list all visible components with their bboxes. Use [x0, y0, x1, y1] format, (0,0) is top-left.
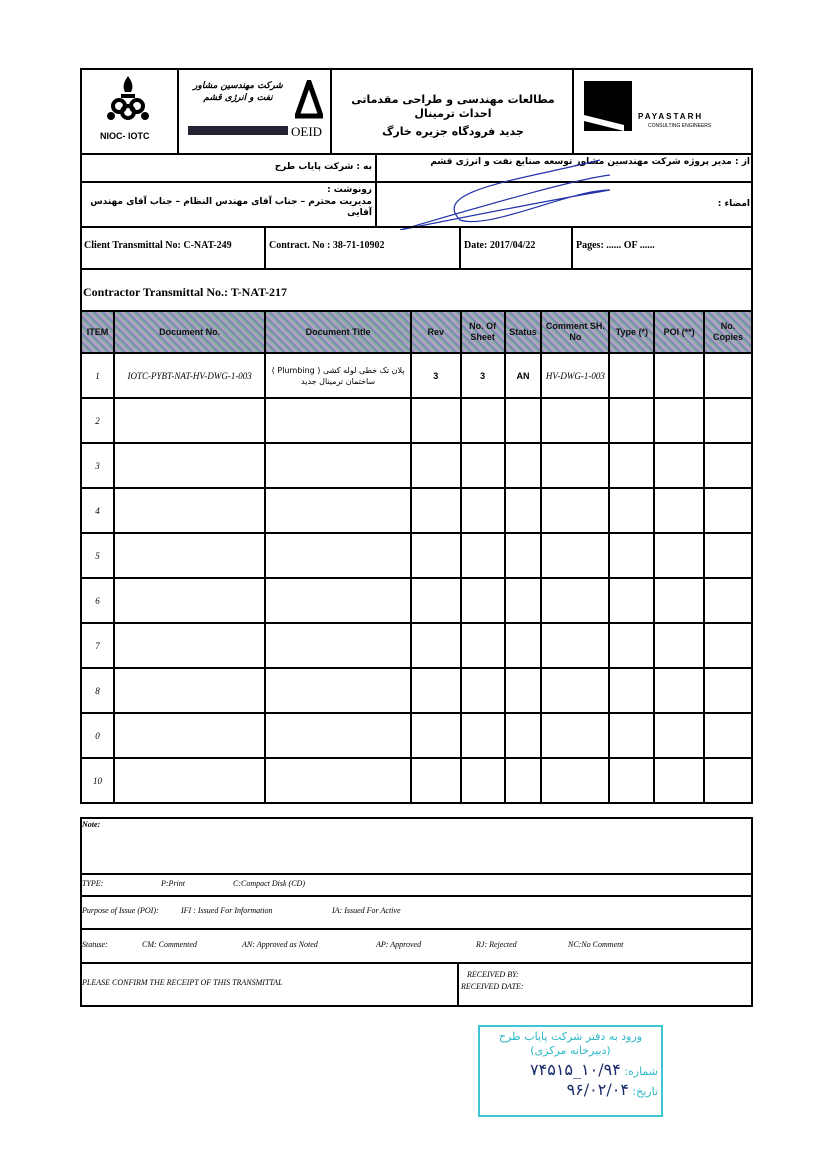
client-transmittal-no: Client Transmittal No: C-NAT-249: [84, 240, 232, 251]
note-box: [80, 817, 753, 875]
from-field: از : مدیر پروژه شرکت مهندسین مشاور توسعه صنایع نفت و انرژی قشم: [430, 157, 750, 167]
divider: [457, 962, 459, 1007]
cell-comment: [541, 623, 609, 668]
cell-comment: [541, 488, 609, 533]
cell-doc-no: [114, 533, 265, 578]
cell-item: 2: [81, 398, 114, 443]
cell-type: [609, 713, 654, 758]
table-row: [81, 713, 752, 758]
cell-title: [265, 758, 410, 803]
cell-sheets: [461, 713, 505, 758]
project-title-line2: جدید فرودگاه جزیره خارگ: [382, 125, 524, 138]
cell-copies: [704, 713, 752, 758]
cell-copies: [704, 488, 752, 533]
table-row: [81, 623, 752, 668]
col-rev: Rev: [411, 311, 461, 353]
table-row: [81, 668, 752, 713]
cell-title: [265, 668, 410, 713]
cell-comment: [541, 758, 609, 803]
cell-comment: [541, 713, 609, 758]
cell-poi: [654, 713, 704, 758]
stamp-number-label: شماره:: [624, 1065, 658, 1078]
col-type: Type (*): [609, 311, 654, 353]
cell-doc-no: [114, 713, 265, 758]
cell-copies: [704, 398, 752, 443]
cell-status: [505, 533, 542, 578]
cell-comment: HV-DWG-1-003: [541, 353, 609, 398]
oeid-label: OEID: [291, 124, 323, 139]
cell-type: [609, 488, 654, 533]
cell-status: [505, 398, 542, 443]
cell-copies: [704, 668, 752, 713]
cell-sheets: [461, 488, 505, 533]
signature: [370, 120, 750, 230]
col-item: ITEM: [81, 311, 114, 353]
cell-poi: [654, 623, 704, 668]
table-row: [81, 578, 752, 623]
divider: [177, 68, 179, 155]
cell-poi: [654, 398, 704, 443]
cell-poi: [654, 668, 704, 713]
cell-doc-no: [114, 668, 265, 713]
cell-type: [609, 443, 654, 488]
col-document-title: Document Title: [265, 311, 410, 353]
poi-ia: IA: Issued For Active: [332, 906, 401, 915]
cell-sheets: [461, 533, 505, 578]
confirm-text: PLEASE CONFIRM THE RECEIPT OF THIS TRANSMITTAL: [82, 978, 283, 987]
cell-doc-no: [114, 578, 265, 623]
documents-table: [80, 310, 753, 804]
cell-item: 5: [81, 533, 114, 578]
cell-doc-no: IOTC-PYBT-NAT-HV-DWG-1-003: [114, 353, 265, 398]
cell-rev: [411, 533, 461, 578]
cell-status: [505, 758, 542, 803]
cell-status: [505, 578, 542, 623]
cell-doc-no: [114, 398, 265, 443]
cell-poi: [654, 533, 704, 578]
cell-doc-no: [114, 443, 265, 488]
table-row: [81, 533, 752, 578]
stamp-line1: ورود به دفتر شرکت پایاب طرح: [498, 1030, 643, 1043]
cell-item: 7: [81, 623, 114, 668]
table-header-row: [81, 311, 752, 353]
cell-rev: [411, 578, 461, 623]
col-poi: POI (**): [654, 311, 704, 353]
divider: [571, 226, 573, 270]
cell-item: 8: [81, 668, 114, 713]
payastarh-name: PAYASTARH: [638, 112, 704, 121]
pages: Pages: ...... OF ......: [576, 240, 655, 251]
table-row: [81, 398, 752, 443]
cell-rev: [411, 488, 461, 533]
cell-doc-no: [114, 758, 265, 803]
cell-sheets: [461, 443, 505, 488]
stamp-line2: (دبیرخانه مرکزی): [530, 1044, 611, 1057]
cell-title: [265, 533, 410, 578]
received-block: [461, 970, 524, 992]
cell-item: 4: [81, 488, 114, 533]
stamp-date-label: تاریخ:: [632, 1085, 658, 1098]
to-field: به : شرکت پایاب طرح: [274, 162, 372, 172]
oeid-bar: [188, 126, 288, 135]
cell-sheets: [461, 398, 505, 443]
cell-item: 0: [81, 713, 114, 758]
received-date: RECEIVED DATE:: [461, 982, 524, 991]
cell-status: [505, 488, 542, 533]
cell-rev: [411, 443, 461, 488]
cell-type: [609, 533, 654, 578]
table-row: [81, 758, 752, 803]
cell-poi: [654, 578, 704, 623]
cell-sheets: [461, 578, 505, 623]
cell-title: [265, 578, 410, 623]
cc-value: مدیریت محترم – جناب آقای مهندس النظام – جناب آقای مهندس آقایی: [90, 197, 372, 218]
contract-no: Contract. No : 38-71-10902: [269, 240, 385, 251]
divider: [330, 68, 332, 155]
cell-rev: [411, 398, 461, 443]
status-nc: NC:No Comment: [568, 940, 624, 949]
type-label: TYPE:: [82, 879, 104, 888]
cell-title: [265, 623, 410, 668]
col-comment-sh: Comment SH. No: [541, 311, 609, 353]
cell-comment: [541, 668, 609, 713]
cell-comment: [541, 533, 609, 578]
cell-item: 10: [81, 758, 114, 803]
cell-type: [609, 758, 654, 803]
cell-rev: 3: [411, 353, 461, 398]
cell-copies: [704, 443, 752, 488]
cell-comment: [541, 578, 609, 623]
cell-item: 1: [81, 353, 114, 398]
cell-title: [265, 488, 410, 533]
col-status: Status: [505, 311, 542, 353]
nioc-label: NIOC- IOTC: [100, 131, 150, 141]
cell-doc-no: [114, 623, 265, 668]
cell-type: [609, 623, 654, 668]
cc-label: رونوشت :: [327, 185, 372, 195]
cell-sheets: [461, 668, 505, 713]
cell-comment: [541, 398, 609, 443]
table-row: [81, 488, 752, 533]
received-stamp: [478, 1025, 663, 1117]
poi-ifi: IFI : Issued For Information: [181, 906, 273, 915]
cell-comment: [541, 443, 609, 488]
col-document-no: Document No.: [114, 311, 265, 353]
cell-rev: [411, 623, 461, 668]
cell-copies: [704, 623, 752, 668]
signature-label: امضاء :: [717, 199, 750, 209]
col-copies: No. Copies: [704, 311, 752, 353]
status-cm: CM: Commented: [142, 940, 197, 949]
project-title-line1: مطالعات مهندسی و طراحی مقدماتی احداث ترمینال: [351, 93, 555, 120]
cell-poi: [654, 353, 704, 398]
poi-label: Purpose of Issue (POI):: [82, 906, 159, 915]
cell-copies: [704, 578, 752, 623]
cell-sheets: [461, 758, 505, 803]
cell-status: [505, 443, 542, 488]
cell-poi: [654, 758, 704, 803]
status-an: AN: Approved as Noted: [242, 940, 318, 949]
cell-rev: [411, 668, 461, 713]
cell-status: [505, 623, 542, 668]
table-row: [81, 443, 752, 488]
contractor-transmittal-no: Contractor Transmittal No.: T-NAT-217: [83, 285, 287, 299]
status-rj: RJ: Rejected: [476, 940, 517, 949]
received-by: RECEIVED BY:: [467, 970, 519, 979]
stamp-number-value: ۱۰/۹۴_۷۴۵۱۵: [530, 1060, 621, 1079]
cell-sheets: 3: [461, 353, 505, 398]
cell-status: [505, 668, 542, 713]
cell-copies: [704, 758, 752, 803]
payastarh-subtitle: CONSULTING ENGINEERS: [648, 123, 712, 129]
cell-type: [609, 398, 654, 443]
cell-poi: [654, 443, 704, 488]
table-row: [81, 353, 752, 398]
cell-copies: [704, 533, 752, 578]
divider: [264, 226, 266, 270]
cell-title: [265, 443, 410, 488]
status-ap: AP: Approved: [376, 940, 422, 949]
cell-type: [609, 668, 654, 713]
status-label: Statuse:: [82, 940, 108, 949]
cell-doc-no: [114, 488, 265, 533]
type-print: P:Print: [161, 879, 185, 888]
col-sheets: No. Of Sheet: [461, 311, 505, 353]
cell-type: [609, 578, 654, 623]
nioc-logo-icon: [105, 74, 151, 124]
cell-type: [609, 353, 654, 398]
oeid-persian-name: شرکت مهندسین مشاور نفت و انرژی قشم: [193, 81, 283, 103]
note-label: Note:: [82, 820, 101, 829]
cell-rev: [411, 713, 461, 758]
cell-sheets: [461, 623, 505, 668]
stamp-date-value: ۹۶/۰۲/۰۴: [566, 1080, 629, 1099]
divider: [459, 226, 461, 270]
cell-status: AN: [505, 353, 542, 398]
cell-rev: [411, 758, 461, 803]
date: Date: 2017/04/22: [464, 240, 536, 251]
cc-block: [85, 185, 372, 219]
cell-item: 3: [81, 443, 114, 488]
cell-status: [505, 713, 542, 758]
cell-title: [265, 713, 410, 758]
cell-title: [265, 398, 410, 443]
cell-copies: [704, 353, 752, 398]
cell-poi: [654, 488, 704, 533]
type-cd: C:Compact Disk (CD): [233, 879, 305, 888]
cell-item: 6: [81, 578, 114, 623]
cell-title: پلان تک خطی لوله کشی ( Plumbing ) ساختمان ترمینال جدید: [265, 353, 410, 398]
oeid-logo-icon: [295, 80, 323, 120]
